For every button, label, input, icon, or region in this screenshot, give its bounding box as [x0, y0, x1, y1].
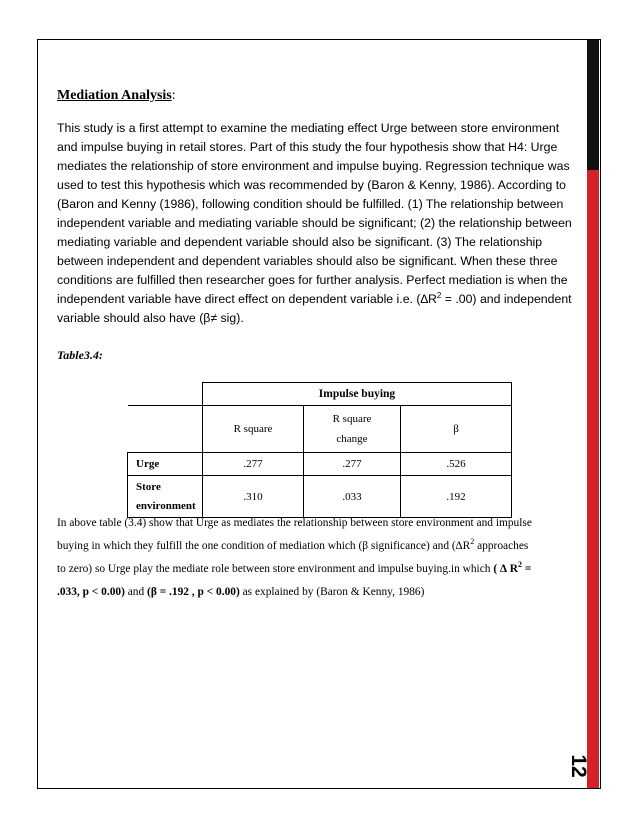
intro-line10-pre: independent variable have direct effect on dependent variable i.e. (∆R	[57, 292, 437, 306]
row-header-text: Store environment	[136, 480, 196, 512]
intro-line	[57, 290, 577, 309]
analysis-line2-pre: buying in which they fulfill the one condition of mediation which (β significance) and (∆R	[57, 540, 471, 552]
intro-line: conditions are fulfilled then researcher goes for further analysis. Perfect mediation is when the	[57, 273, 568, 287]
analysis-line3-bold: ( ∆ R	[493, 563, 518, 575]
table-caption: Table3.4:	[57, 348, 103, 362]
analysis-line4-post: as explained by (Baron & Kenny, 1986)	[239, 586, 425, 598]
table-cell: .033	[304, 476, 401, 518]
intro-line: and impulse buying in retail stores. Part of this study the four hypothesis show that H4: Urge	[57, 140, 558, 154]
intro-line: variable should also have (β≠ sig).	[57, 311, 244, 325]
analysis-line4-bold2: (β = .192 , p < 0.00)	[147, 586, 240, 598]
analysis-paragraph	[57, 512, 587, 604]
section-heading	[57, 88, 176, 104]
table-row	[128, 406, 512, 453]
analysis-line2-sup: 2	[470, 537, 475, 547]
analysis-line4-mid: and	[124, 586, 148, 598]
intro-line: between independent and dependent variables should also be significant. When these three	[57, 254, 558, 268]
intro-line: independent variable and mediating variable should be significant; (2) the relationship between	[57, 216, 572, 230]
analysis-line3-pre: to zero) so Urge play the mediate role between store environment and impulse buying.in which	[57, 563, 494, 575]
intro-line10-sup: 2	[436, 290, 442, 300]
table-corner	[128, 383, 203, 406]
intro-paragraph	[57, 119, 577, 328]
table-cell: .526	[401, 453, 512, 476]
intro-line10-post: = .00) and independent	[441, 292, 572, 306]
analysis-line	[57, 535, 587, 558]
analysis-line2-post: approaches	[474, 540, 529, 552]
analysis-line: In above table (3.4) show that Urge as mediates the relationship between store environment and impulse	[57, 517, 532, 529]
table-cell: .192	[401, 476, 512, 518]
analysis-line	[57, 558, 587, 581]
column-header: R square	[203, 406, 304, 453]
table-row	[128, 453, 512, 476]
analysis-line	[57, 581, 587, 604]
group-header: Impulse buying	[203, 383, 512, 406]
column-header	[304, 406, 401, 453]
intro-line: mediating variable and dependent variable should also be significant. (3) The relationship	[57, 235, 543, 249]
analysis-line4-bold1: .033, p < 0.00)	[57, 586, 125, 598]
page-number: 12	[567, 754, 590, 778]
intro-line: This study is a first attempt to examine the mediating effect Urge between store environment	[57, 121, 560, 135]
analysis-line3-sup: 2	[518, 560, 522, 570]
table-cell: .277	[304, 453, 401, 476]
results-table	[127, 382, 512, 518]
table-cell: .310	[203, 476, 304, 518]
section-heading-colon: :	[171, 88, 176, 103]
analysis-line3-bold-end: =	[522, 563, 532, 575]
column-header: β	[401, 406, 512, 453]
side-bar-accent	[587, 170, 599, 788]
intro-line: (Baron and Kenny (1986), following condition should be fulfilled. (1) The relationship between	[57, 197, 564, 211]
row-header: Urge	[128, 453, 203, 476]
intro-line: used to test this hypothesis which was recommended by (Baron & Kenny, 1986). According to	[57, 178, 566, 192]
section-heading-title: Mediation Analysis	[57, 88, 172, 103]
table-cell: .277	[203, 453, 304, 476]
column-header-text: R square change	[332, 413, 372, 445]
side-bar	[587, 40, 599, 788]
intro-line: mediates the relationship of store environment and impulse buying. Regression technique was	[57, 159, 570, 173]
table-row	[128, 383, 512, 406]
table-corner	[128, 406, 203, 453]
